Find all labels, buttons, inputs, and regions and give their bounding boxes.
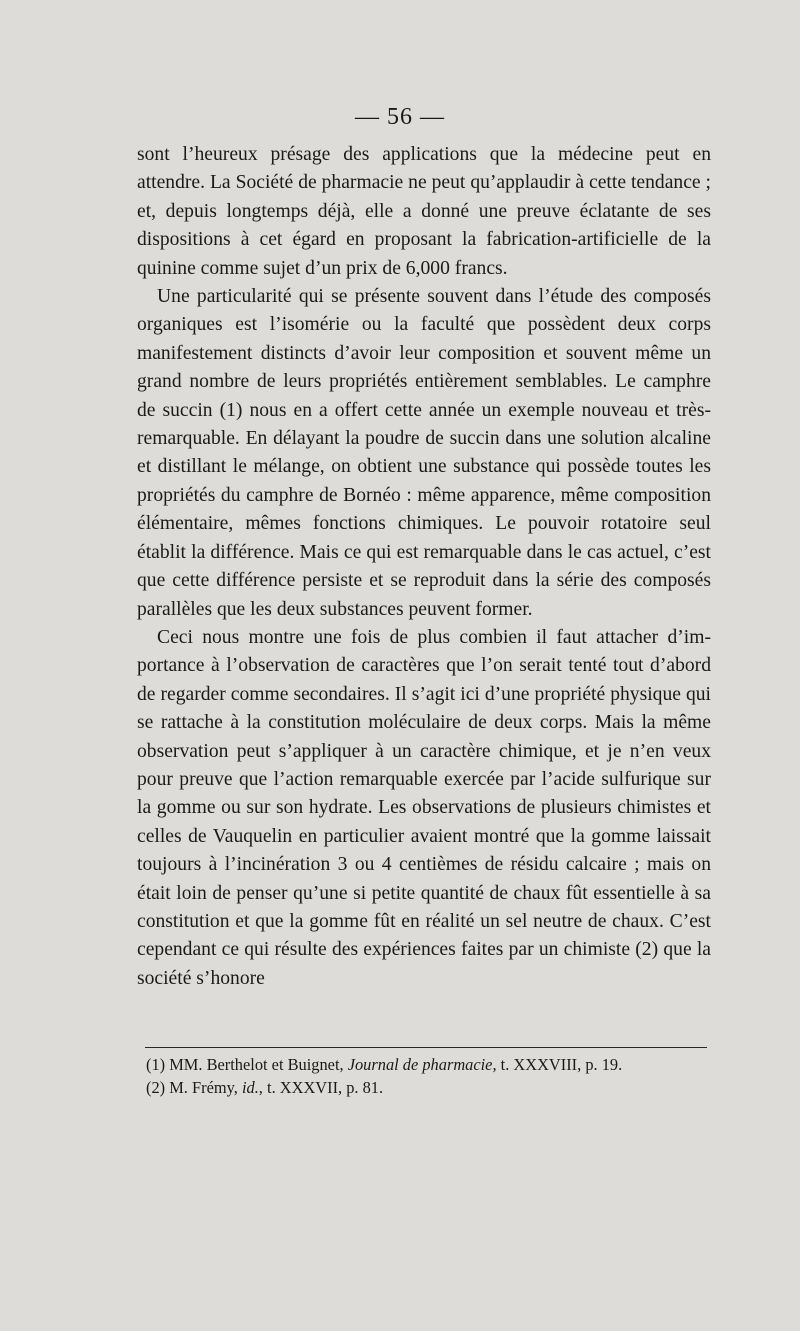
footnotes xyxy=(139,1054,711,1099)
footnote-2-ref: t. XXXVII, p. 81. xyxy=(267,1077,384,1097)
paragraph-2: Une particularité qui se présente souvent dans l’étude des composés organiques est l’isomérie ou la faculté que possèdent deux corps manifestement distincts d’avoir leur composition et souvent même un grand nombre de leurs propriétés entièrement semblables. Le camphre de succin (1) nous en a offert cette année un exemple nouveau et très-remarquable. En délayant la poudre de succin dans une solution alcaline et distillant le mélange, on obtient une substance qui possède toutes les propriétés du camphre de Bornéo : même apparence, même composition élémentaire, mêmes fonctions chimiques. Le pouvoir rotatoire seul établit la différence. Mais ce qui est remarquable dans le cas actuel, c’est que cette différence persiste et se reproduit dans la série des composés parallèles que les deux substances peuvent former. xyxy=(137,286,711,620)
body-text xyxy=(137,141,711,993)
footnote-1-ref: t. XXXVIII, p. 19. xyxy=(500,1055,623,1074)
footnote-2-journal: id., xyxy=(241,1077,263,1097)
page-number: — 56 — xyxy=(355,104,445,130)
footnote-2-authors: M. Frémy, xyxy=(169,1077,238,1097)
footnote-1-marker: (1) xyxy=(146,1055,166,1074)
paragraph-1: sont l’heureux présage des applications que la médecine peut en attendre. La Société de pharmacie ne peut qu’applaudir à cette tendance ; et, depuis longtemps déjà, elle a donné une preuve éclatante de ses dispositions à cet égard en proposant la fabrication-artificielle de la quinine comme sujet d’un prix de 6,000 francs. xyxy=(137,144,711,279)
footnote-divider xyxy=(145,1047,707,1048)
footnote-2-marker: (2) xyxy=(146,1077,166,1097)
footnote-1-journal: Journal de pharmacie, xyxy=(347,1055,497,1074)
paragraph-3: Ceci nous montre une fois de plus combien il faut attacher d’importance à l’observation de caractères que l’on serait tenté tout d’abord de regarder comme secondaires. Il s’agit ici d’une propriété physique qui se rattache à la constitution moléculaire de deux corps. Mais la même observation peut s’appliquer à un caractère chimique, et je n’en veux pour preuve que l’action remarquable exercée par l’acide sulfurique sur la gomme ou sur son hydrate. Les observations de plusieurs chimistes et celles de Vauquelin en particulier avaient montré que la gomme laissait toujours à l’incinération 3 ou 4 centièmes de résidu calcaire ; mais on était loin de penser qu’une si petite quantité de chaux fût essentielle à sa constitution et que la gomme fût en réalité un sel neutre de chaux. C’est cependant ce qui résulte des expériences faites par un chimiste (2) que la société s’honore xyxy=(137,626,711,989)
footnote-1 xyxy=(139,1054,711,1077)
footnote-2 xyxy=(139,1077,711,1100)
footnote-1-authors: MM. Berthelot et Buignet, xyxy=(169,1055,344,1074)
